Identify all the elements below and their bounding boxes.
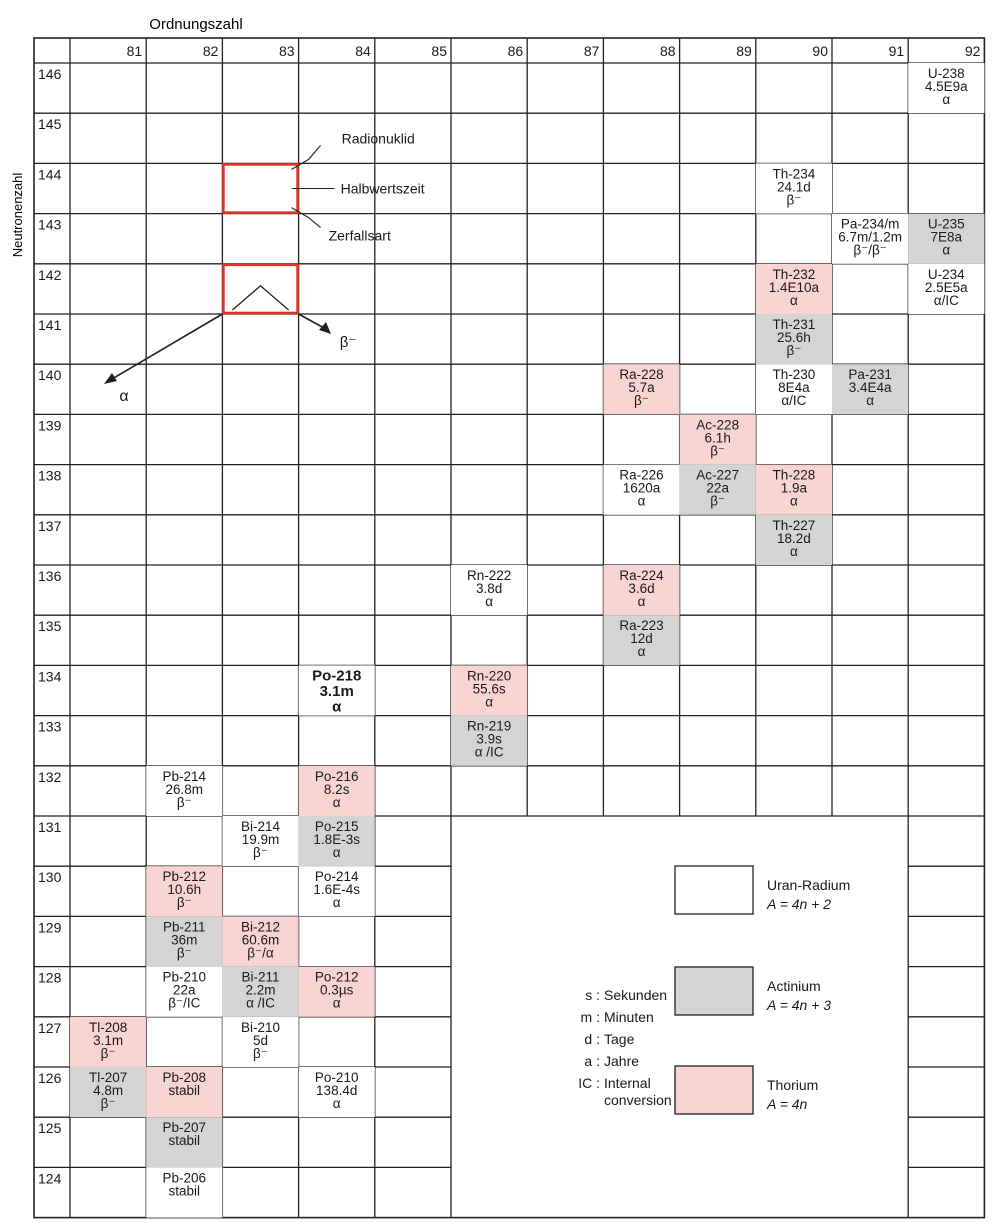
nuclide-text: Th-232 [772, 266, 816, 282]
nuclide-text: 3.9s [476, 731, 502, 747]
nuclide-text: Rn-222 [466, 568, 512, 583]
n-label: 135 [38, 618, 62, 635]
abbrev-key: m : [580, 1009, 600, 1025]
nuclide-text: α [942, 242, 951, 258]
nuclide-text: 8.2s [323, 781, 350, 797]
nuclide-text: 1.8E-3s [313, 832, 360, 847]
nuclide-text: Ac-227 [696, 467, 740, 483]
n-label: 141 [38, 317, 62, 333]
z-label: 81 [126, 43, 143, 59]
nuclide-text: β⁻ [786, 192, 802, 208]
nuclide-text: 22a [173, 982, 196, 998]
nuclide-text: U-238 [927, 66, 965, 81]
abbrev-value: Minuten [604, 1009, 654, 1025]
nuclide-text: β⁻ [634, 393, 649, 409]
n-label: 124 [38, 1170, 62, 1187]
legend-formula: A = 4n + 3 [767, 997, 832, 1013]
nuclide-text: stabil [168, 1133, 201, 1149]
n-label: 133 [38, 718, 62, 735]
nuclide-text: 25.6h [777, 330, 811, 345]
nuclide-text: 2.5E5a [924, 279, 968, 295]
legend-swatch [675, 866, 753, 914]
nuclide-text: U-234 [927, 266, 965, 282]
nuclide-text: stabil [168, 1083, 201, 1098]
nuclide-text: Pa-231 [848, 367, 892, 383]
y-axis-title: Neutronenzahl [10, 172, 25, 258]
decay-chevron [232, 286, 288, 310]
nuclide-text: 6.7m/1.2m [838, 229, 902, 245]
nuclide-text: 1.6E-4s [313, 882, 360, 898]
nuclide-text: α [332, 1096, 341, 1111]
nuclide-text: 24.1d [777, 179, 811, 195]
x-axis-title: Ordnungszahl [149, 16, 243, 33]
n-label: 125 [38, 1120, 62, 1137]
z-label: 92 [964, 43, 981, 59]
n-label: 136 [38, 568, 62, 584]
n-label: 140 [38, 367, 62, 384]
nuclide-text: 3.4E4a [848, 380, 892, 396]
alpha-arrowhead [104, 373, 117, 384]
nuclide-text: β⁻ [176, 895, 192, 911]
beta-arrowhead [319, 322, 331, 334]
legend-swatch [675, 1066, 753, 1114]
nuclide-text: Pb-207 [162, 1120, 207, 1136]
legend-formula: A = 4n [767, 1096, 808, 1112]
nuclide-text: Th-234 [772, 166, 816, 182]
abbrev-value: Internal [604, 1075, 651, 1091]
nuclide-text: β⁻ [176, 945, 192, 961]
nuclide-text: Th-228 [772, 467, 816, 483]
nuclide-text: α [485, 694, 494, 710]
nuclide-text: 10.6h [167, 882, 202, 898]
nuclide-text: 18.2d [777, 530, 811, 546]
nuclide-text: Ra-226 [619, 467, 664, 483]
n-label: 142 [38, 266, 62, 283]
nuclide-text: Ac-228 [696, 417, 740, 433]
label-halbwertszeit: Halbwertszeit [340, 180, 425, 197]
nuclide-text: Rn-220 [466, 668, 512, 684]
nuclide-text: α /IC [474, 744, 504, 760]
z-label: 91 [888, 43, 905, 59]
nuclide-text: Ra-228 [619, 367, 664, 383]
legend-name: Actinium [767, 978, 821, 994]
nuclide-text: 60.6m [241, 932, 280, 948]
nuclide-text: Pb-210 [162, 969, 207, 985]
z-label: 86 [507, 43, 524, 59]
label-zerfallsart: Zerfallsart [328, 227, 391, 244]
nuclide-text: 22a [706, 480, 729, 496]
nuclide-text: 7E8a [930, 229, 963, 245]
nuclide-text: Th-231 [772, 317, 816, 332]
nuclide-text: 26.8m [165, 781, 204, 797]
nuclide-text: β⁻ [253, 1045, 268, 1061]
nuclide-text: Bi-210 [240, 1019, 281, 1035]
abbrev-value-2: conversion [604, 1092, 672, 1108]
nuclide-text: α /IC [246, 995, 275, 1011]
nuclide-text: 2.2m [245, 982, 276, 998]
n-label: 126 [38, 1070, 62, 1086]
nuclide-text: α [485, 594, 494, 609]
nuclide-text: α/IC [781, 393, 807, 409]
nuclide-text: β⁻ [710, 443, 726, 459]
nuclide-text: Tl-207 [88, 1070, 128, 1085]
nuclide-text: 3.1m [319, 682, 354, 700]
z-label: 89 [736, 43, 752, 59]
beta-arrow [299, 314, 324, 328]
nuclide-text: β⁻ [100, 1045, 116, 1061]
nuclide-text: α [637, 493, 646, 509]
abbrev-key: a : [584, 1053, 600, 1069]
nuclide-text: 3.6d [628, 581, 655, 596]
n-label: 138 [38, 467, 62, 484]
nuclide-text: 4.8m [93, 1083, 124, 1098]
nuclide-text: stabil [168, 1183, 201, 1199]
nuclide-text: Ra-224 [619, 568, 664, 583]
nuclide-text: Ra-223 [619, 618, 664, 634]
nuclide-text: Bi-212 [240, 919, 281, 935]
nuclide-text: 4.5E9a [924, 79, 968, 94]
nuclide-text: 1620a [622, 480, 661, 496]
nuclide-text: α [789, 292, 798, 308]
nuclide-text: Po-212 [314, 969, 359, 985]
nuclide-text: α [332, 698, 342, 716]
nuclide-text: Pb-212 [162, 869, 207, 885]
legend-panel [578, 866, 850, 1114]
nuclide-text: α [332, 845, 341, 860]
nuclide-text: 3.1m [93, 1032, 124, 1048]
beta-symbol: β⁻ [339, 334, 357, 351]
nuclide-text: α [789, 543, 798, 559]
nuclide-text: Pb-206 [162, 1170, 207, 1186]
nuclide-text: α [866, 393, 875, 409]
legend-name: Thorium [767, 1077, 819, 1093]
nuclide-text: Po-214 [314, 869, 359, 885]
n-label: 127 [38, 1019, 62, 1036]
alpha-arrow [112, 314, 222, 379]
nuclide-text: β⁻/β⁻ [853, 242, 887, 258]
nuclide-text: 5d [252, 1032, 269, 1048]
leader-line [292, 145, 321, 169]
nuclide-text: β⁻ [253, 845, 268, 860]
z-label: 90 [812, 43, 828, 59]
nuclide-text: Pb-208 [162, 1070, 207, 1085]
alpha-symbol: α [119, 388, 129, 405]
explainer-box [223, 164, 297, 212]
z-label: 84 [355, 43, 371, 59]
explainer-box [223, 265, 297, 313]
nuclide-text: Po-216 [314, 768, 359, 784]
nuclide-text: Po-210 [314, 1070, 359, 1085]
nuclide-text: α [332, 995, 341, 1011]
nuclide-text: 12d [630, 631, 653, 647]
nuclide-text: β⁻ [786, 343, 802, 358]
z-label: 83 [279, 43, 295, 59]
leader-line [292, 208, 321, 228]
n-label: 130 [38, 869, 62, 886]
nuclide-text: α [637, 644, 646, 660]
label-radionuclid: Radionuklid [341, 130, 415, 147]
nuclide-text: β⁻ [710, 493, 726, 509]
nuclide-text: α [332, 895, 341, 911]
nuclide-text: 8E4a [778, 380, 810, 396]
nuclide-text: Tl-208 [88, 1019, 128, 1035]
abbrev-key: s : [585, 987, 600, 1003]
z-label: 87 [583, 43, 600, 59]
nuclide-text: Th-227 [772, 517, 816, 533]
n-label: 128 [38, 969, 62, 986]
nuclide-text: α/IC [933, 292, 959, 308]
abbrev-value: Sekunden [604, 987, 668, 1003]
abbrev-value: Tage [604, 1031, 635, 1047]
nuclide-text: α [637, 594, 646, 609]
nuclide-text: 36m [171, 932, 198, 948]
n-label: 134 [38, 668, 62, 685]
nuclide-text: 138.4d [316, 1083, 358, 1098]
nuclide-text: Pb-214 [162, 768, 207, 784]
n-label: 145 [38, 116, 62, 133]
n-label: 131 [38, 819, 62, 835]
legend-swatch [675, 967, 753, 1015]
nuclide-text: 3.8d [475, 581, 503, 596]
nuclide-text: Pb-211 [163, 919, 206, 935]
n-label: 139 [38, 417, 62, 434]
legend-name: Uran-Radium [767, 877, 851, 893]
z-label: 85 [431, 43, 447, 59]
nuclide-text: 5.7a [628, 380, 655, 396]
nuclide-text: 0.3µs [320, 982, 354, 998]
abbrev-key: d : [584, 1031, 600, 1047]
nuclide-text: Th-230 [772, 367, 816, 383]
nuclide-text: β⁻ [100, 1096, 116, 1111]
nuclide-text: 19.9m [241, 832, 280, 847]
n-label: 146 [38, 66, 62, 82]
n-label: 132 [38, 768, 62, 785]
nuclide-text: β⁻ [176, 794, 192, 810]
nuclide-text: α [942, 92, 951, 107]
nuclide-text: 6.1h [704, 430, 731, 446]
nuclide-text: α [332, 794, 341, 810]
nuclide-text: Rn-219 [466, 718, 512, 734]
nuclide-text: β⁻/IC [168, 995, 201, 1011]
nuclide-text: U-235 [927, 216, 965, 232]
z-label: 88 [660, 43, 676, 59]
z-label: 82 [202, 43, 219, 59]
nuclide-text: α [789, 493, 798, 509]
n-label: 129 [38, 919, 62, 936]
n-label: 143 [38, 216, 62, 233]
nuclide-text: 55.6s [472, 681, 506, 697]
nuclide-text: 1.4E10a [768, 279, 820, 295]
nuclide-text: Po-218 [312, 667, 362, 685]
nuclide-text: Bi-214 [240, 819, 281, 834]
n-label: 137 [38, 517, 62, 534]
n-label: 144 [38, 166, 62, 183]
nuclide-text: 1.9a [780, 480, 808, 496]
nuclide-text: Po-215 [314, 819, 359, 834]
nuclide-text: Bi-211 [241, 969, 280, 985]
abbrev-value: Jahre [604, 1053, 640, 1069]
legend-formula: A = 4n + 2 [767, 896, 832, 912]
abbrev-key: IC : [578, 1075, 600, 1091]
nuclide-text: β⁻/α [247, 945, 274, 961]
nuclide-text: Pa-234/m [840, 216, 900, 232]
